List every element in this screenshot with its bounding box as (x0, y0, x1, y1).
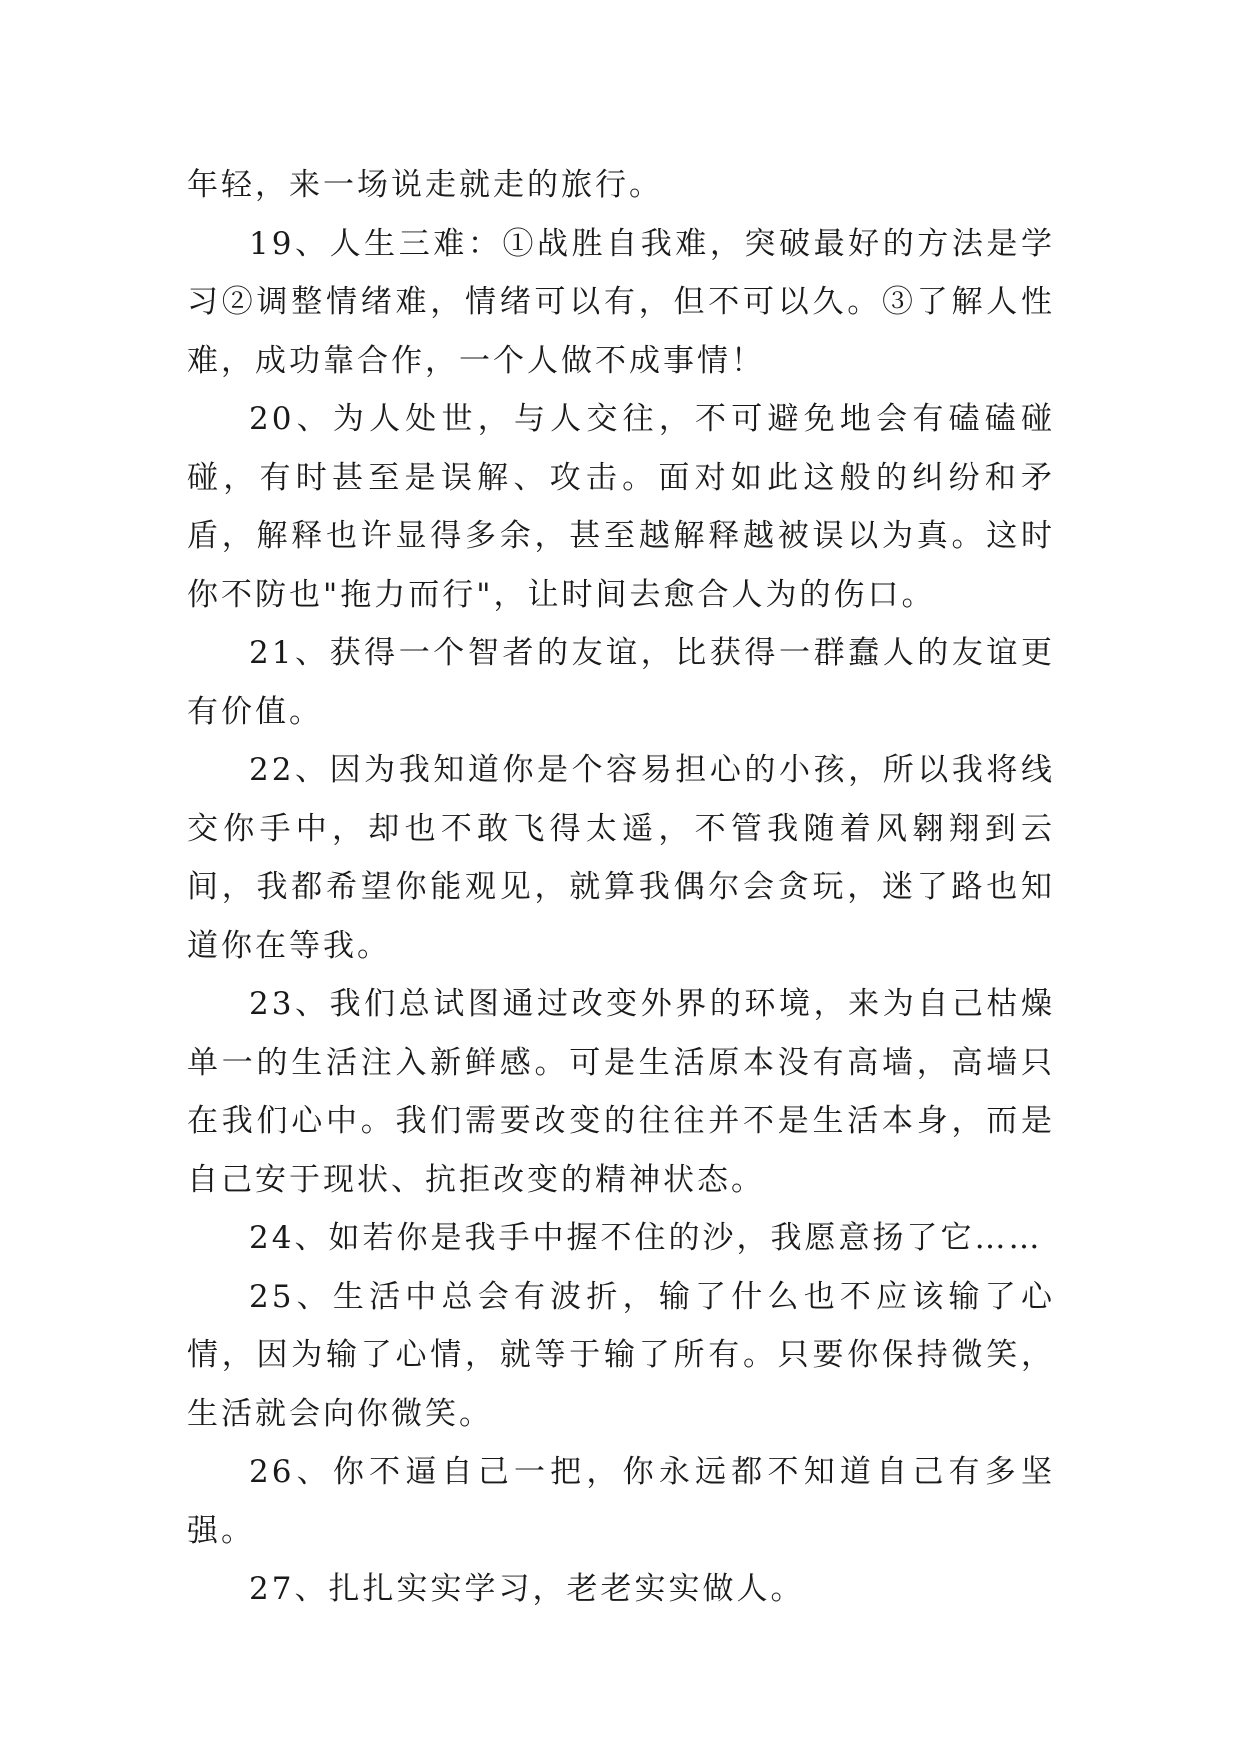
paragraph-20: 20、为人处世，与人交往，不可避免地会有磕磕碰碰，有时甚至是误解、攻击。面对如此这般的纠纷和矛盾，解释也许显得多余，甚至越解释越被误以为真。这时你不防也"拖力而行"，让时间去愈合人为的伤口。 (187, 401, 1055, 613)
paragraph-23: 23、我们总试图通过改变外界的环境，来为自己枯燥单一的生活注入新鲜感。可是生活原本没有高墙，高墙只在我们心中。我们需要改变的往往并不是生活本身，而是自己安于现状、抗拒改变的精神状态。 (187, 986, 1055, 1198)
paragraph-27: 27、扎扎实实学习，老老实实做人。 (249, 1571, 805, 1607)
paragraph-continuation: 年轻，来一场说走就走的旅行。 (187, 167, 663, 203)
document-body (187, 156, 1055, 1619)
paragraph-21: 21、获得一个智者的友谊，比获得一群蠢人的友谊更有价值。 (187, 635, 1055, 730)
paragraph-25: 25、生活中总会有波折，输了什么也不应该输了心情，因为输了心情，就等于输了所有。只要你保持微笑，生活就会向你微笑。 (187, 1278, 1055, 1432)
paragraph-26: 26、你不逼自己一把，你永远都不知道自己有多坚强。 (187, 1454, 1055, 1549)
paragraph-19: 19、人生三难：①战胜自我难，突破最好的方法是学习②调整情绪难，情绪可以有，但不可以久。③了解人性难，成功靠合作，一个人做不成事情！ (187, 225, 1055, 379)
paragraph-24: 24、如若你是我手中握不住的沙，我愿意扬了它…… (249, 1220, 1043, 1256)
paragraph-22: 22、因为我知道你是个容易担心的小孩，所以我将线交你手中，却也不敢飞得太遥，不管我随着风翱翔到云间，我都希望你能观见，就算我偶尔会贪玩，迷了路也知道你在等我。 (187, 752, 1055, 964)
